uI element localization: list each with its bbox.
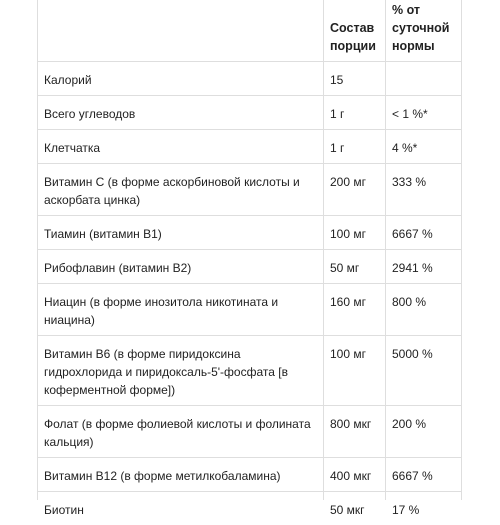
nutrient-name: Рибофлавин (витамин B2): [38, 250, 324, 284]
nutrient-name: Всего углеводов: [38, 96, 324, 130]
nutrient-daily-value: 17 %: [386, 492, 462, 525]
table-row: [38, 62, 462, 96]
nutrition-table-container: [38, 0, 462, 525]
table-right-border: [461, 0, 462, 500]
nutrient-name: Биотин: [38, 492, 324, 525]
nutrient-amount: 400 мкг: [324, 458, 386, 492]
nutrient-amount: 50 мг: [324, 250, 386, 284]
nutrient-name: Витамин B12 (в форме метилкобаламина): [38, 458, 324, 492]
nutrient-daily-value: 4 %*: [386, 130, 462, 164]
nutrient-daily-value: 2941 %: [386, 250, 462, 284]
nutrient-name: Фолат (в форме фолиевой кислоты и фолината кальция): [38, 406, 324, 458]
nutrient-amount: 800 мкг: [324, 406, 386, 458]
table-row: [38, 336, 462, 406]
nutrient-name: Тиамин (витамин B1): [38, 216, 324, 250]
nutrient-amount: 50 мкг: [324, 492, 386, 525]
column-divider-name-amount: [323, 0, 324, 500]
column-divider-amount-dv: [385, 0, 386, 500]
table-left-border: [37, 0, 38, 500]
nutrient-daily-value: 6667 %: [386, 458, 462, 492]
table-header-row: [38, 0, 462, 62]
nutrition-facts-table: [38, 0, 462, 525]
table-row: [38, 250, 462, 284]
nutrient-daily-value: < 1 %*: [386, 96, 462, 130]
table-row: [38, 216, 462, 250]
table-row: [38, 96, 462, 130]
nutrient-name: Калорий: [38, 62, 324, 96]
nutrient-amount: 200 мг: [324, 164, 386, 216]
nutrient-name: Клетчатка: [38, 130, 324, 164]
nutrient-daily-value: 800 %: [386, 284, 462, 336]
table-row: [38, 406, 462, 458]
nutrient-daily-value: 200 %: [386, 406, 462, 458]
nutrient-amount: 160 мг: [324, 284, 386, 336]
nutrient-amount: 1 г: [324, 96, 386, 130]
nutrient-name: Витамин B6 (в форме пиридоксина гидрохлорида и пиридоксаль-5'-фосфата [в коферментной форме]): [38, 336, 324, 406]
table-row: [38, 130, 462, 164]
nutrient-amount: 100 мг: [324, 216, 386, 250]
nutrient-amount: 1 г: [324, 130, 386, 164]
nutrient-name: Ниацин (в форме инозитола никотината и ниацина): [38, 284, 324, 336]
table-row: [38, 164, 462, 216]
table-row: [38, 284, 462, 336]
nutrient-amount: 100 мг: [324, 336, 386, 406]
nutrient-daily-value: 6667 %: [386, 216, 462, 250]
table-row: [38, 458, 462, 492]
header-amount-per-serving: Состав порции: [324, 0, 386, 62]
table-row: [38, 492, 462, 525]
header-daily-value: % от суточной нормы: [386, 0, 462, 62]
header-nutrient: [38, 0, 324, 62]
nutrient-amount: 15: [324, 62, 386, 96]
nutrient-daily-value: [386, 62, 462, 96]
nutrient-name: Витамин C (в форме аскорбиновой кислоты и аскорбата цинка): [38, 164, 324, 216]
nutrient-daily-value: 5000 %: [386, 336, 462, 406]
nutrient-daily-value: 333 %: [386, 164, 462, 216]
